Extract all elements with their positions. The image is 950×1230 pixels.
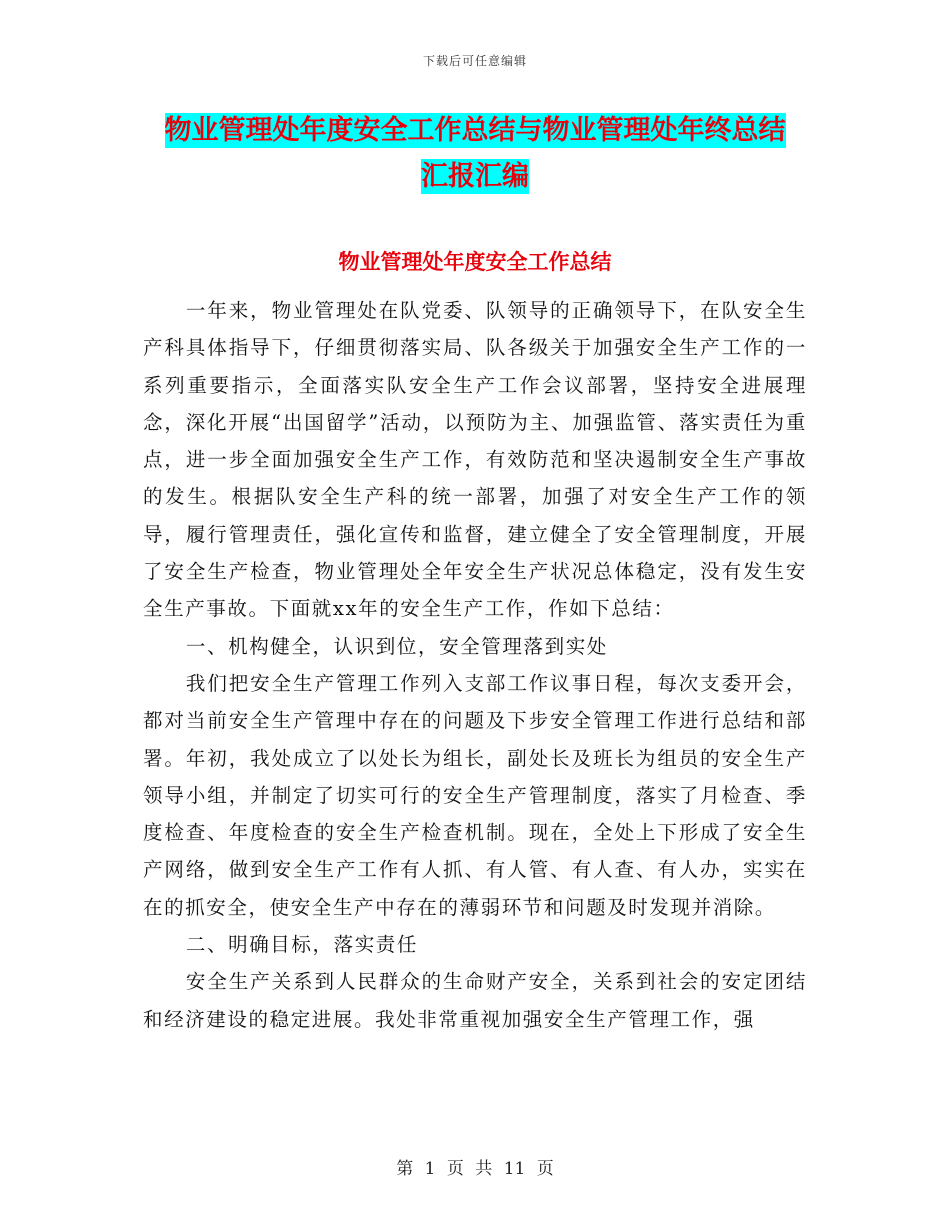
document-title xyxy=(140,108,810,200)
heading-section-2: 二、明确目标，落实责任 xyxy=(185,933,418,957)
document-body xyxy=(143,292,807,1038)
heading-section-1: 一、机构健全，认识到位，安全管理落到实处 xyxy=(185,634,608,658)
paragraph-section-1: 我们把安全生产管理工作列入支部工作议事日程，每次支委开会，都对当前安全生产管理中存在的问题及下步安全管理工作进行总结和部署。年初，我处成立了以处长为组长，副处长及班长为组员的安全生产领导小组，并制定了切实可行的安全生产管理制度，落实了月检查、季度检查、年度检查的安全生产检查机制。现在，全处上下形成了安全生产网络，做到安全生产工作有人抓、有人管、有人查、有人办，实实在在的抓安全，使安全生产中存在的薄弱环节和问题及时发现并消除。 xyxy=(143,671,807,919)
page-number: 第 1 页 共 11 页 xyxy=(396,1159,554,1179)
section-title: 物业管理处年度安全工作总结 xyxy=(338,250,612,274)
paragraph-section-2: 安全生产关系到人民群众的生命财产安全，关系到社会的安定团结和经济建设的稳定进展。我处非常重视加强安全生产管理工作，强 xyxy=(143,970,807,1031)
document-title-line-2: 汇报汇编 xyxy=(421,161,529,192)
header-note: 下载后可任意编辑 xyxy=(422,54,527,68)
document-title-line-1: 物业管理处年度安全工作总结与物业管理处年终总结 xyxy=(164,115,786,146)
paragraph-intro: 一年来，物业管理处在队党委、队领导的正确领导下，在队安全生产科具体指导下，仔细贯彻落实局、队各级关于加强安全生产工作的一系列重要指示，全面落实队安全生产工作会议部署，坚持安全进展理念，深化开展“出国留学”活动，以预防为主、加强监管、落实责任为重点，进一步全面加强安全生产工作，有效防范和坚决遏制安全生产事故的发生。根据队安全生产科的统一部署，加强了对安全生产工作的领导，履行管理责任，强化宣传和监督，建立健全了安全管理制度，开展了安全生产检查，物业管理处全年安全生产状况总体稳定，没有发生安全生产事故。下面就xx年的安全生产工作，作如下总结： xyxy=(143,299,807,621)
